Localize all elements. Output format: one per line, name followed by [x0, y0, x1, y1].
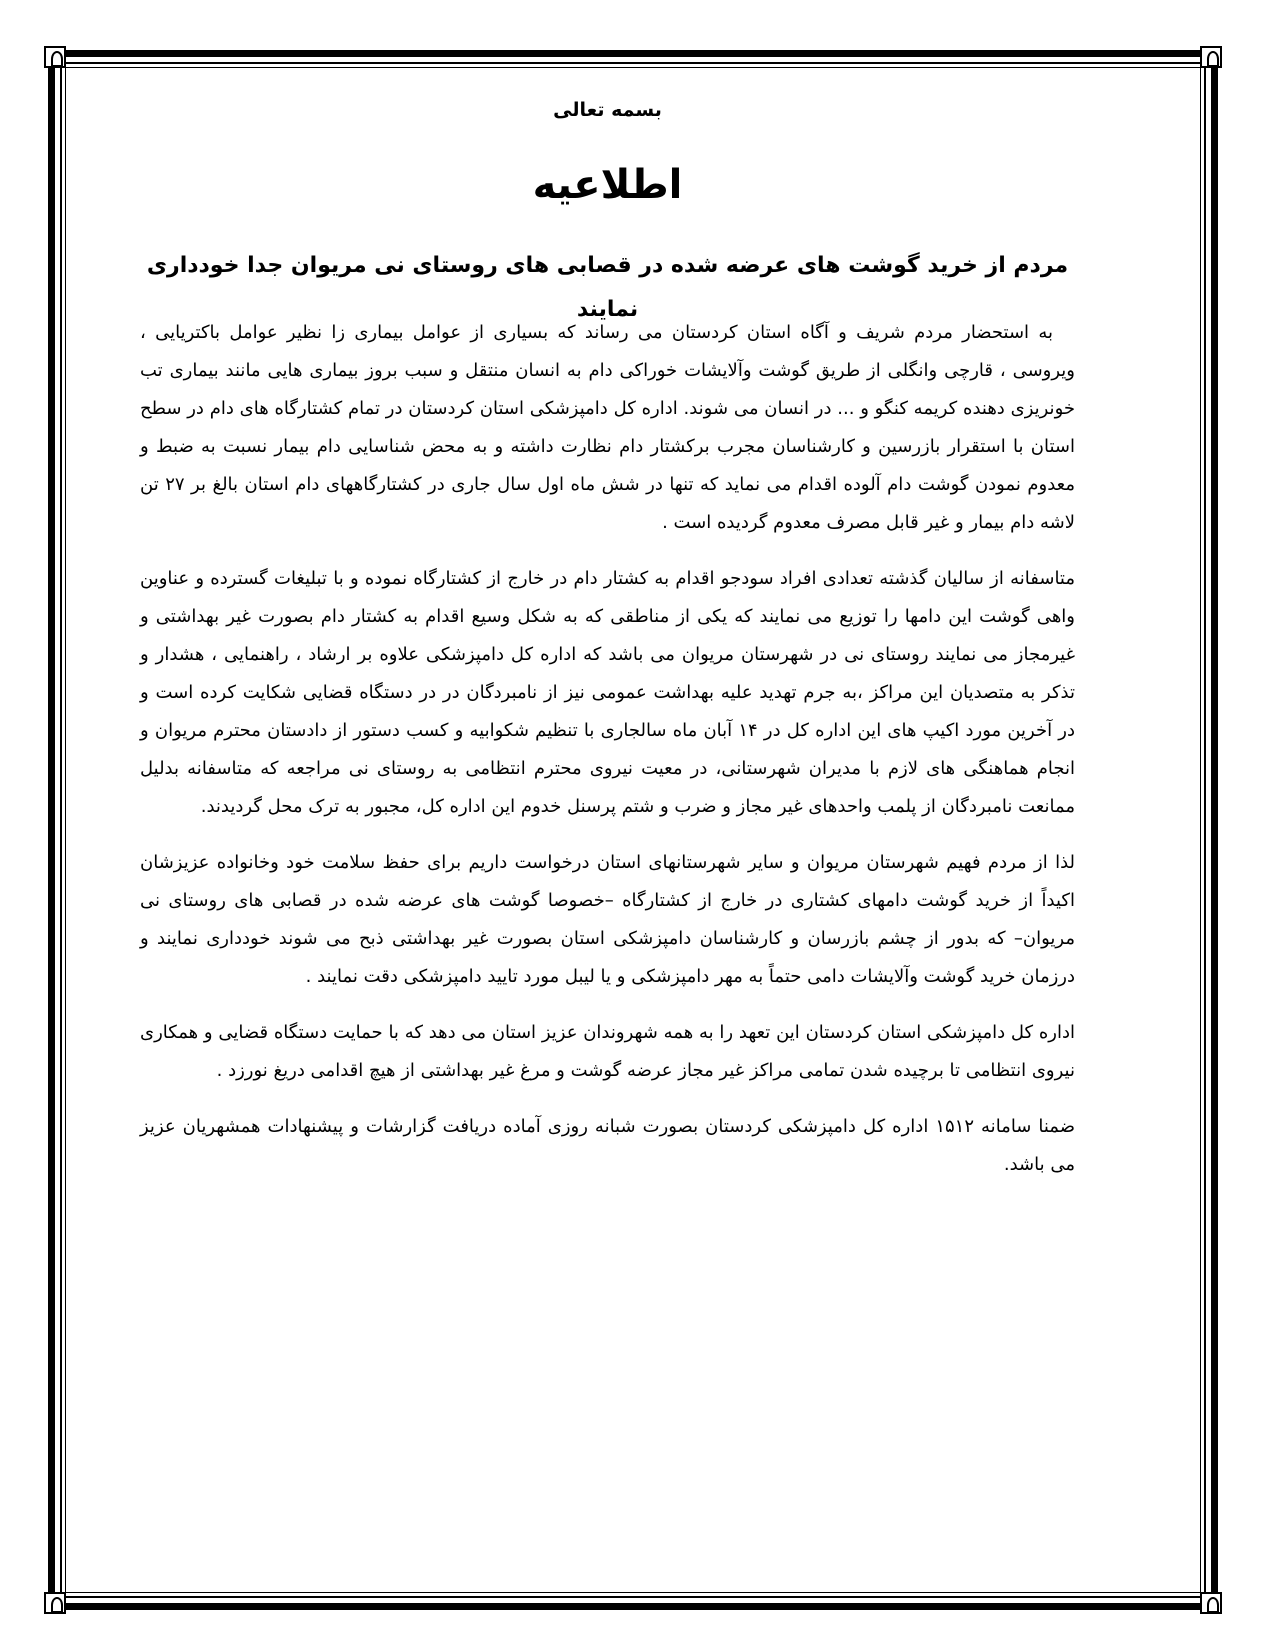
invocation-heading: بسمه تعالی [553, 99, 662, 121]
paragraph: ضمنا سامانه ۱۵۱۲ اداره کل دامپزشکی کردستان بصورت شبانه روزی آماده دریافت گزارشات و پیشنهادات همشهریان عزیز می باشد. [140, 1116, 1076, 1175]
paragraph: اداره کل دامپزشکی استان کردستان این تعهد را به همه شهروندان عزیز استان می دهد که با حمایت دستگاه قضایی و همکاری نیروی انتظامی تا برچیده شدن تمامی مراکز غیر مجاز عرضه گوشت و مرغ غیر بهداشتی از هیچ اقدامی دریغ نورزد . [140, 1022, 1075, 1081]
page-subtitle: مردم از خرید گوشت های عرضه شده در قصابی های روستای نی مریوان جدا خودداری نمایند [146, 253, 1069, 322]
corner-ornament-icon [1200, 1592, 1222, 1614]
corner-ornament-icon [44, 1592, 66, 1614]
corner-ornament-icon [1200, 46, 1222, 68]
corner-ornament-icon [44, 46, 66, 68]
paragraph: به استحضار مردم شریف و آگاه استان کردستان می رساند که بسیاری از عوامل بیماری زا نظیر عوامل باکتریایی ، ویروسی ، قارچی وانگلی از طریق گوشت وآلایشات خوراکی دام به انسان منتقل و سبب بروز بیماری هایی مانند بیماری تب خونریزی دهنده کریمه کنگو و ... در انسان می شوند. اداره کل دامپزشکی استان کردستان در تمام کشتارگاه های دام در سطح استان با استقرار بازرسین و کارشناسان مجرب برکشتار دام نظارت داشته و به محض شناسایی دام بیمار نسبت به ضبط و معدوم نمودن گوشت دام آلوده اقدام می نماید که تنها در شش ماه اول سال جاری در کشتارگاههای دام استان بالغ بر ۲۷ تن لاشه دام بیمار و غیر قابل مصرف معدوم گردیده است . [140, 322, 1075, 533]
paragraph: لذا از مردم فهیم شهرستان مریوان و سایر شهرستانهای استان درخواست داریم برای حفظ سلامت خود وخانواده عزیزشان اکیداً از خرید گوشت دامهای کشتاری در خارج از کشتارگاه –خصوصا گوشت های عرضه شده در قصابی های روستای نی مریوان– که بدور از چشم بازرسان و کارشناسان دامپزشکی استان بصورت غیر بهداشتی ذبح می شوند خودداری نمایند و درزمان خرید گوشت وآلایشات دامی حتماً به مهر دامپزشکی و یا لیبل مورد تایید دامپزشکی دقت نمایند . [140, 852, 1075, 987]
paragraph: متاسفانه از سالیان گذشته تعدادی افراد سودجو اقدام به کشتار دام در خارج از کشتارگاه نموده و با تبلیغات گسترده و عناوین واهی گوشت این دامها را توزیع می نمایند که یکی از مناطقی که به شکل وسیع اقدام به کشتار دام بصورت غیر بهداشتی و غیرمجاز می نمایند روستای نی در شهرستان مریوان می باشد که اداره کل دامپزشکی علاوه بر ارشاد ، راهنمایی ، هشدار و تذکر به متصدیان این مراکز ،به جرم تهدید علیه بهداشت عمومی نیز از نامبردگان در در دستگاه قضایی شکایت کرده است و در آخرین مورد اکیپ های این اداره کل در ۱۴ آبان ماه سالجاری با تنظیم شکوابیه و کسب دستور از دادستان محترم مریوان و انجام هماهنگی های لازم با مدیران شهرستانی، در معیت نیروی محترم انتظامی به روستای نی مراجعه که متاسفانه بدلیل ممانعت نامبردگان از پلمب واحدهای غیر مجاز و ضرب و شتم پرسنل خدوم این اداره کل، مجبور به ترک محل گردیدند. [140, 568, 1075, 817]
document-body [140, 80, 1075, 1184]
page-title: اطلاعیه [532, 162, 683, 208]
